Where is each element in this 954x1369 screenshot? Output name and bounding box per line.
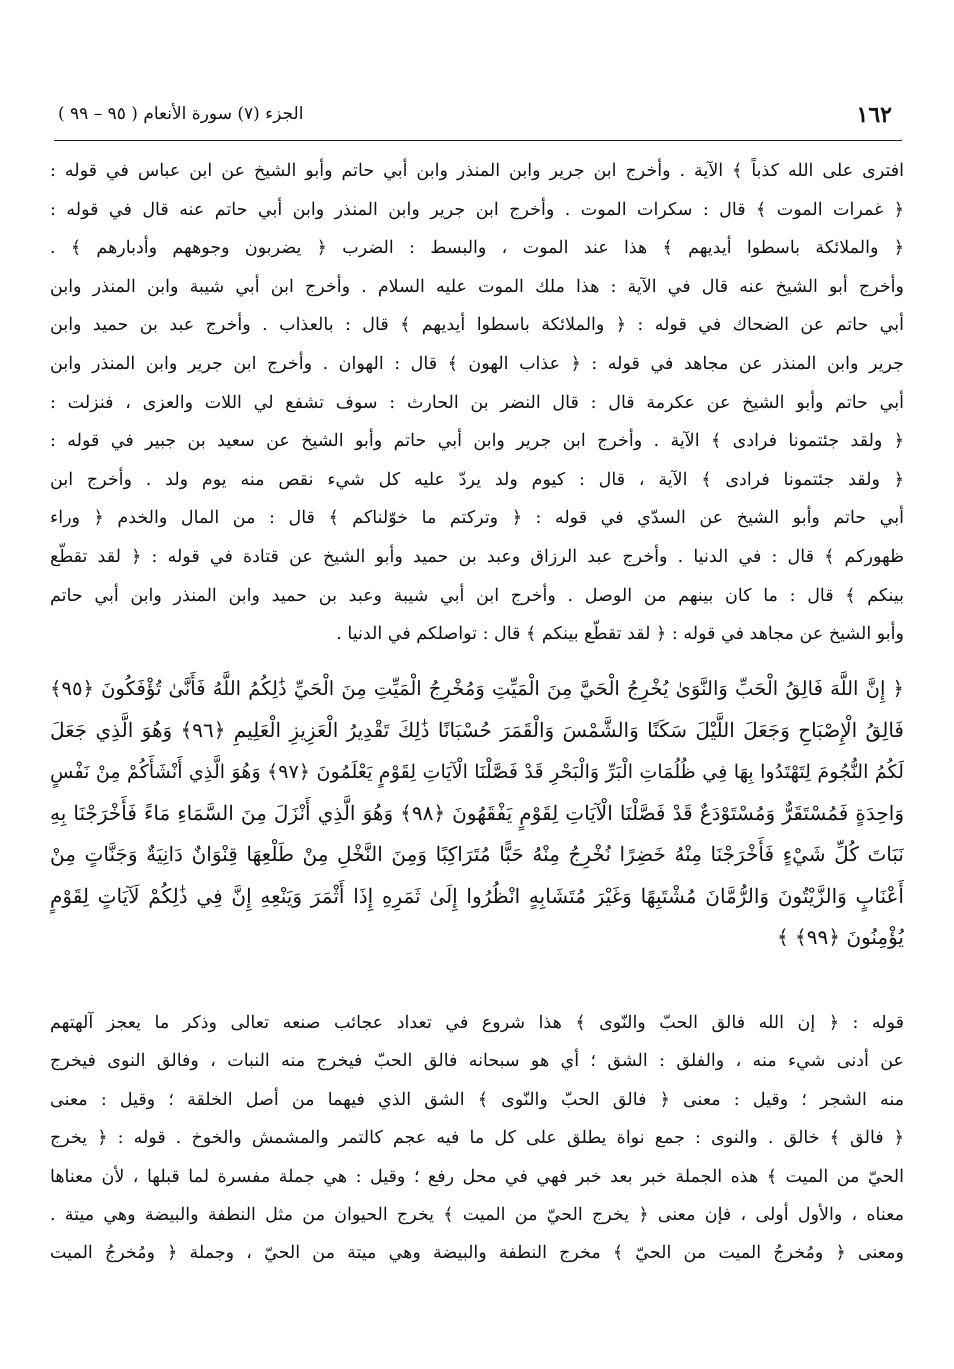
verse-line: يُؤْمِنُونَ ﴿٩٩﴾ ﴾ [776,925,904,949]
commentary-line: أبي حاتم عن الضحاك في قوله : ﴿ والملائكة باسطوا أيديهم ﴾ قال : بالعذاب . وأخرج عبد بن حميد وابن [50,315,904,336]
commentary-line: ﴿ ولقد جئتمونا فرادى ﴾ الآية ، قال : كيوم ولد يردّ عليه كل شيء نقص منه يوم ولد . وأخرج ابن [50,469,904,490]
commentary-line: وأخرج أبو الشيخ عنه قال في الآية : هذا ملك الموت عليه السلام . وأخرج ابن أبي شيبة وابن المنذر وابن [50,276,904,297]
commentary-line: بينكم ﴾ قال : ما كان بينهم من الوصل . وأخرج ابن أبي شيبة وعبد بن حميد وابن المنذر وابن أبي حاتم [50,585,904,606]
commentary-line: أبي حاتم وأبو الشيخ عن عكرمة قال : قال النضر بن الحارث : سوف تشفع لي اللات والعزى ، فنزلت : [50,392,904,413]
header-rule [54,140,902,141]
verse-line: أَعْنَابٍ وَالزَّيْتُونَ وَالرُّمَّانَ مُشْتَبِهًا وَغَيْرَ مُتَشَابِهٍ انْظُرُوا إِلَىٰ ثَمَرِهِ إِذَا أَثْمَرَ وَيَنْعِهِ إِنَّ فِي ذَٰلِكُمْ لَآيَاتٍ لِقَوْمٍ [50,883,904,908]
verse-line: ﴿ إِنَّ اللَّهَ فَالِقُ الْحَبِّ وَالنَّوَىٰ يُخْرِجُ الْحَيَّ مِنَ الْمَيِّتِ وَمُخْرِجُ الْمَيِّتِ مِنَ الْحَيِّ ذَٰلِكُمُ اللَّهُ فَأَنَّىٰ تُؤْفَكُونَ ﴿٩٥﴾ [50,677,904,700]
quran-verses [50,668,904,959]
commentary-line: معناه ، والأول أولى ، فإن معنى ﴿ يخرج الحيّ من الميت ﴾ يخرج الحيوان من مثل النطفة والبيضة وهي ميتة . [50,1204,904,1225]
commentary-line: ﴿ غمرات الموت ﴾ قال : سكرات الموت . وأخرج ابن جرير وابن المنذر وابن أبي حاتم عنه قال في قوله : [50,199,904,220]
commentary-top [50,152,904,654]
verse-line: فَالِقُ الْإِصْبَاحِ وَجَعَلَ اللَّيْلَ سَكَنًا وَالشَّمْسَ وَالْقَمَرَ حُسْبَانًا ذَٰلِكَ تَقْدِيرُ الْعَزِيزِ الْعَلِيمِ ﴿٩٦﴾ وَهُوَ الَّذِي جَعَلَ [50,717,904,742]
commentary-line: الحيّ من الميت ﴾ هذه الجملة خبر بعد خبر فهي في محل رفع ؛ وقيل : هي جملة مفسرة لما قبلها ، لأن معناها [50,1166,904,1187]
page-header [58,102,898,132]
commentary-line: قوله : ﴿ إن الله فالق الحبّ والنّوى ﴾ هذا شروع في تعداد عجائب صنعه تعالى وذكر ما يعجز آلهتهم [50,1013,904,1033]
commentary-line: ﴿ فالق ﴾ خالق . والنوى : جمع نواة يطلق على كل ما فيه عجم كالتمر والمشمش والخوخ . قوله : ﴿ يخرج [50,1128,904,1149]
commentary-line: منه الشجر ؛ وقيل : معنى ﴿ فالق الحبّ والنّوى ﴾ الشق الذي فيهما من أصل الخلقة ؛ وقيل : معنى [50,1089,904,1110]
verse-line: وَاحِدَةٍ فَمُسْتَقَرٌّ وَمُسْتَوْدَعٌ قَدْ فَصَّلْنَا الْآيَاتِ لِقَوْمٍ يَفْقَهُونَ ﴿٩٨﴾ وَهُوَ الَّذِي أَنْزَلَ مِنَ السَّمَاءِ مَاءً فَأَخْرَجْنَا بِهِ [50,800,904,825]
commentary-bottom [50,1004,904,1273]
running-title: الجزء (٧) سورة الأنعام ( ٩٥ – ٩٩ ) [58,104,304,124]
commentary-line: افترى على الله كذباً ﴾ الآية . وأخرج ابن جرير وابن المنذر وابن أبي حاتم وأبو الشيخ عن ابن عباس في قوله : [50,161,904,181]
page-number: ١٦٢ [856,102,892,128]
verse-line: لَكُمُ النُّجُومَ لِتَهْتَدُوا بِهَا فِي ظُلُمَاتِ الْبَرِّ وَالْبَحْرِ قَدْ فَصَّلْنَا الْآيَاتِ لِقَوْمٍ يَعْلَمُونَ ﴿٩٧﴾ وَهُوَ الَّذِي أَنْشَأَكُمْ مِنْ نَفْسٍ [50,760,904,783]
commentary-line: ﴿ ولقد جئتمونا فرادى ﴾ الآية . وأخرج ابن جرير وابن أبي حاتم وأبو الشيخ عن سعيد بن جبير في قوله : [50,431,904,452]
commentary-line: وأبو الشيخ عن مجاهد في قوله : ﴿ لقد تقطّع بينكم ﴾ قال : تواصلكم في الدنيا . [336,624,904,645]
verse-line: نَبَاتَ كُلِّ شَيْءٍ فَأَخْرَجْنَا مِنْهُ خَضِرًا نُخْرِجُ مِنْهُ حَبًّا مُتَرَاكِبًا وَمِنَ النَّخْلِ مِنْ طَلْعِهَا قِنْوَانٌ دَانِيَةٌ وَجَنَّاتٍ مِنْ [50,842,904,866]
commentary-line: ﴿ والملائكة باسطوا أيديهم ﴾ هذا عند الموت ، والبسط : الضرب ﴿ يضربون وجوههم وأدبارهم ﴾ . [50,238,904,259]
commentary-line: عن أدنى شيء منه ، والفلق : الشق ؛ أي هو سبحانه فالق الحبّ فيخرج منه النبات ، وفالق النوى فيخرج [50,1051,904,1072]
commentary-line: أبي حاتم وأبو الشيخ عن السدّي في قوله : ﴿ وتركتم ما خوّلناكم ﴾ قال : من المال والخدم ﴿ وراء [50,508,904,529]
commentary-line: ظهوركم ﴾ قال : في الدنيا . وأخرج عبد الرزاق وعبد بن حميد وأبو الشيخ عن قتادة في قوله : ﴿ لقد تقطّع [50,546,904,567]
commentary-line: جرير وابن المنذر عن مجاهد في قوله : ﴿ عذاب الهون ﴾ قال : الهوان . وأخرج ابن جرير وابن المنذر وابن [50,353,904,374]
commentary-line: ومعنى ﴿ ومُخرجُ الميت من الحيّ ﴾ مخرج النطفة والبيضة وهي ميتة من الحيّ ، وجملة ﴿ ومُخرجُ الميت [50,1243,904,1264]
